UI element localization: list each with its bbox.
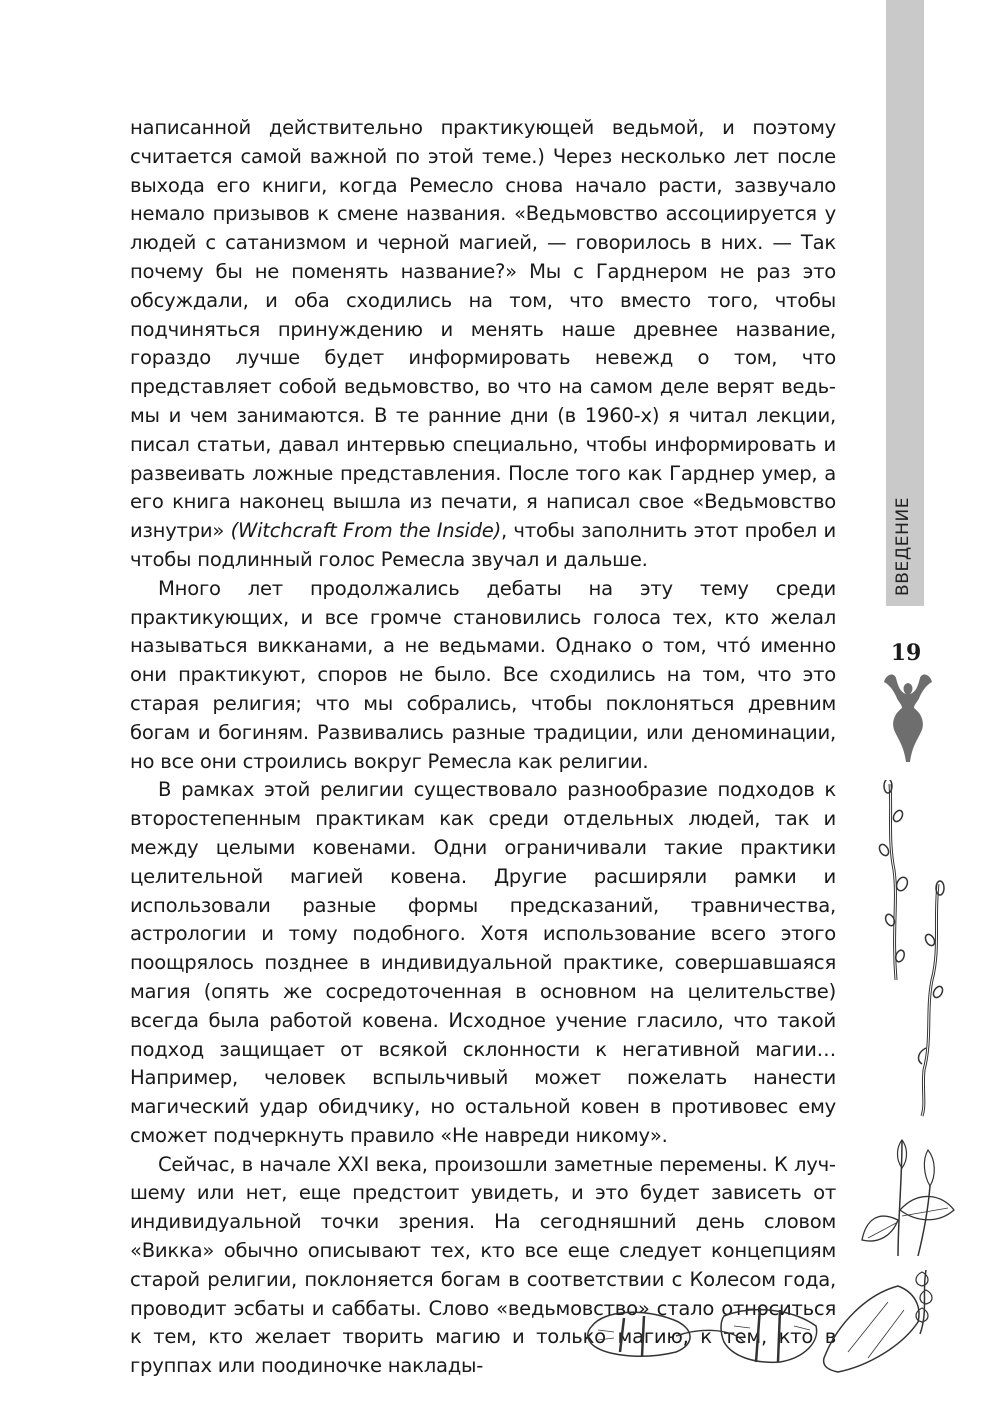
- page-number: 19: [890, 640, 922, 666]
- smudge-bundles-icon: [584, 1286, 824, 1382]
- paragraph-text: Много лет продолжались дебаты на эту тему среди практикующих, и все громче становились голоса тех, кто желал называться викканами, а не ведьмами. Однако о том, что́ именно они практикуют, споров не было. Все сходились на том, что это старая религия; что мы собрались, чтобы поклоняться древним богам и богиням. Развивались разные традиции, или деноминации, но все они строились вокруг Ремесла как религии.: [130, 576, 836, 773]
- chapter-label-text: ВВЕДЕНИЕ: [893, 496, 913, 596]
- paragraph-text: Сейчас, в начале XXI века, произошли заметные перемены. К лучшему или нет, еще предстоит увидеть, и это будет зависеть от индивидуальной точки зрения. На сегодняшний день словом «Викка» обычно описывают тех, кто все еще следует концепциям старой религии, поклоняется богам в соответствии с Колесом года, проводит эсбаты и саббаты. Слово «ведьмовство» стало относиться к тем, кто желает творить магию и только магию, к тем, кто в группах или поодиночке наклады-: [130, 1152, 836, 1378]
- crystal-and-flower-icon: [818, 1262, 968, 1382]
- paragraph: [130, 575, 836, 777]
- twig-icon: [908, 880, 948, 1120]
- paragraph: [130, 114, 836, 575]
- paragraph-text: написанной действительно практикующей ведьмой, и поэтому считается самой важной по этой теме.) Через несколько лет после выхода его книги, когда Ремесло снова начало расти, зазвучало немало призывов к смене названия. «Ведьмовство ассоциируется у людей с сатанизмом и черной магией, — говорилось в них. — Так почему бы не поменять название?» Мы с Гарднером не раз это обсуждали, и оба сходились на том, что вместо того, чтобы подчиняться принуждению и менять наше древнее название, гораздо лучше будет информировать невежд о том, что представляет собой ведьмовство, во что на самом деле верят ведьмы и чем занимаются. В те ранние дни (в 1960-х) я читал лекции, писал статьи, давал интервью специально, чтобы информировать и развеивать ложные представления. После того как Гарднер умер, а его книга наконец вышла из печати, я написал свое «Ведьмовство изнутри»: [130, 116, 836, 543]
- paragraph-text: , чтобы заполнить этот пробел и чтобы подлинный голос Ремесла звучал и дальше.: [130, 519, 836, 571]
- herb-sprig-icon: [858, 1120, 958, 1260]
- goddess-figure-icon: [876, 672, 940, 764]
- paragraph: [130, 776, 836, 1150]
- paragraph-text: В рамках этой религии существовало разнообразие подходов к второстепенным практикам как среди отдельных людей, так и между целыми ковенами. Одни ограничивали такие практики целительной магией ковена. Другие расширяли рамки и использовали разные формы предсказаний, травничества, астрологии и тому подобного. Хотя использование всего этого поощрялось позднее в индивидуальной практике, совершавшаяся магия (опять же сосредоточенная в основном на целительстве) всегда была работой ковена. Исходное учение гласило, что такой подход защищает от всякой склонности к негативной магии… Например, человек вспыльчивый может пожелать нанести магический удар обидчику, но остальной ковен в противовес ему сможет подчеркнуть правило «Не навреди никому».: [130, 778, 836, 1147]
- italic-title: (Witchcraft From the Inside): [230, 519, 501, 543]
- body-text: [130, 114, 836, 1381]
- chapter-label: [886, 0, 924, 606]
